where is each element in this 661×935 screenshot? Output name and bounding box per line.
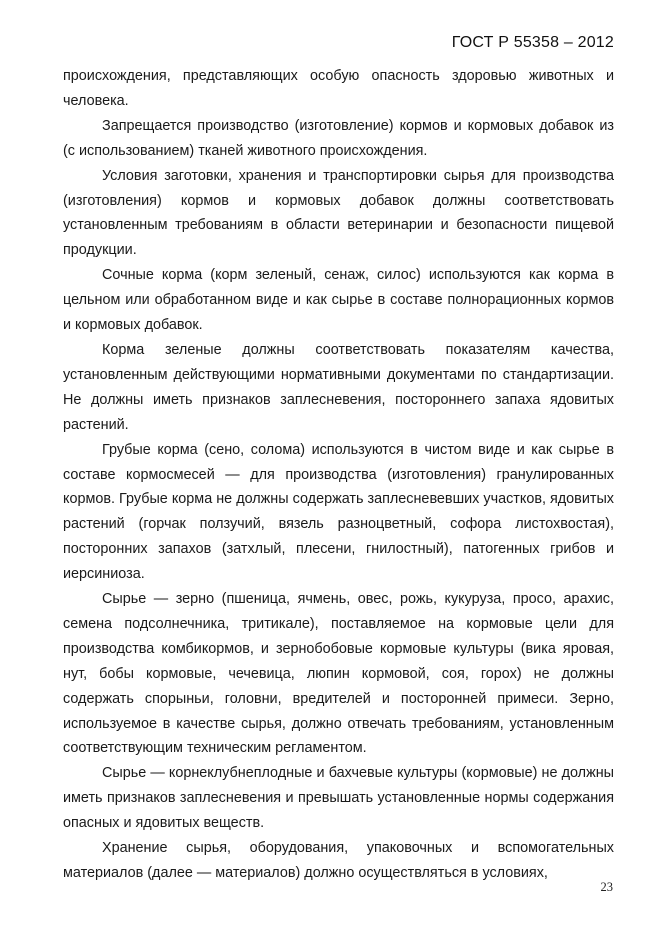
- paragraph-root-crops: Сырье — корнеклубнеплодные и бахчевые культуры (кормовые) не должны иметь признаков заплесневения и превышать установленные нормы содержания опасных и ядовитых веществ.: [63, 765, 614, 832]
- paragraph-storage-conditions: Условия заготовки, хранения и транспортировки сырья для производства (изготовления) кормов и кормовых добавок должны соответствовать установленным требованиям в области ветеринарии и безопасности пищевой продукции.: [63, 167, 614, 259]
- paragraph-green-feed: Корма зеленые должны соответствовать показателям качества, установленным действующими нормативными документами по стандартизации. Не должны иметь признаков заплесневения, постороннего запаха ядовитых растений.: [63, 341, 614, 433]
- page-number: 23: [600, 880, 613, 894]
- paragraph-grain-raw-material: Сырье — зерно (пшеница, ячмень, овес, рожь, кукуруза, просо, арахис, семена подсолнечника, тритикале), поставляемое на кормовые цели для производства комбикормов, и зернобобовые кормовые культуры (вика яровая, нут, бобы кормовые, чечевица, люпин кормовой, соя, горох) не должны содержать спорыньи, головни, вредителей и посторонней примеси. Зерно, используемое в качестве сырья, должно отвечать требованиям, установленным соответствующим техническим регламентом.: [63, 591, 614, 757]
- document-body: [63, 64, 614, 886]
- paragraph-succulent-feed: Сочные корма (корм зеленый, сенаж, силос) используются как корма в цельном или обработанном виде и как сырье в составе полнорационных кормов и кормовых добавок.: [63, 267, 614, 334]
- document-standard-number: ГОСТ Р 55358 – 2012: [451, 34, 614, 51]
- paragraph-continuation: происхождения, представляющих особую опасность здоровью животных и человека.: [63, 68, 614, 109]
- paragraph-materials-storage: Хранение сырья, оборудования, упаковочных и вспомогательных материалов (далее — материалов) должно осуществляться в условиях,: [63, 840, 614, 881]
- paragraph-roughage: Грубые корма (сено, солома) используются в чистом виде и как сырье в составе кормосмесей — для производства (изготовления) гранулированных кормов. Грубые корма не должны содержать заплесневевших участков, ядовитых растений (горчак ползучий, вязель разноцветный, софора листохвостая), посторонних запахов (затхлый, плесени, гнилостный), патогенных грибов и иерсиниоза.: [63, 441, 614, 583]
- paragraph-feed-production-ban: Запрещается производство (изготовление) кормов и кормовых добавок из (с использованием) тканей животного происхождения.: [63, 117, 614, 159]
